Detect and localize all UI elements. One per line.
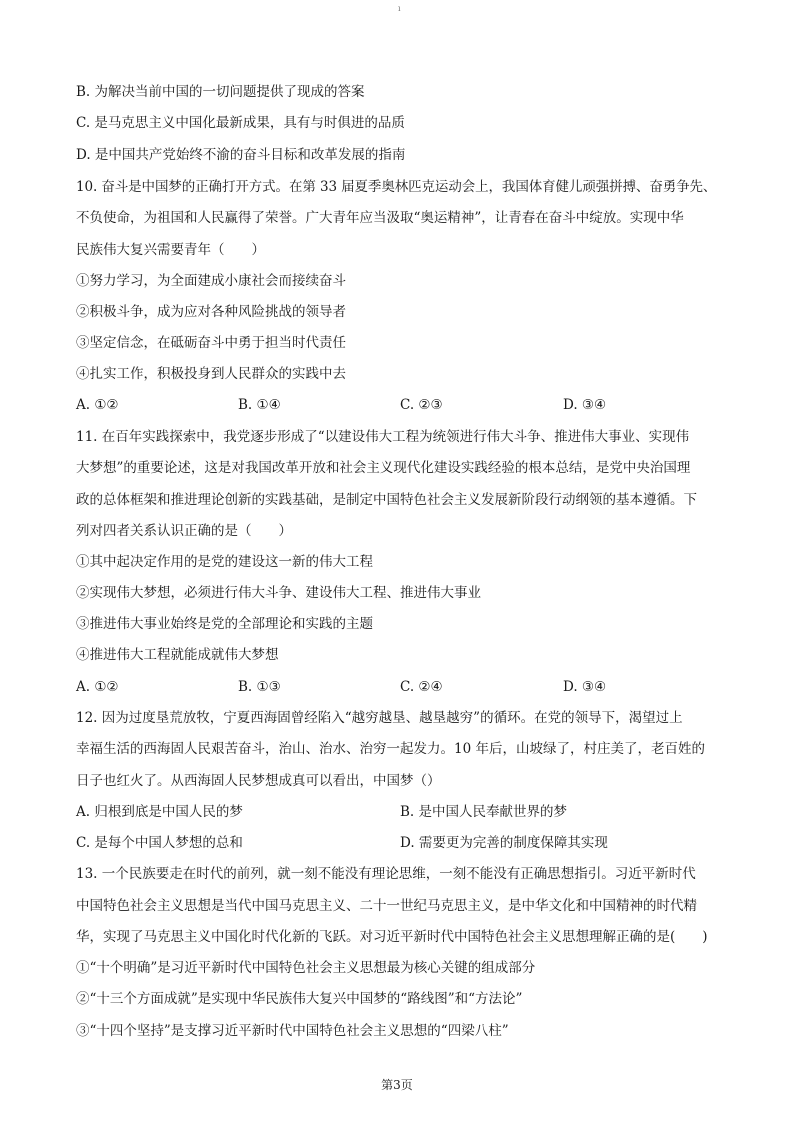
q10-item-1: ①努力学习，为全面建成小康社会而接续奋斗 [76, 273, 346, 289]
q11-item-1: ①其中起决定作用的是党的建设这一新的伟大工程 [76, 554, 373, 570]
q12-stem-line-3: 日子也红火了。从西海固人民梦想成真可以看出，中国梦（） [76, 773, 441, 789]
q10-item-3: ③坚定信念，在砥砺奋斗中勇于担当时代责任 [76, 335, 346, 351]
q12-option-a: A. 归根到底是中国人民的梦 [76, 804, 243, 820]
q11-stem-line-1: 11. 在百年实践探索中，我党逐步形成了“以建设伟大工程为统领进行伟大斗争、推进伟大事业、实现伟 [76, 429, 690, 445]
q10-option-d: D. ③④ [563, 397, 607, 413]
page-number: 第3页 [381, 1078, 413, 1092]
page-top-mark: ı [398, 4, 401, 13]
q12-option-c: C. 是每个中国人梦想的总和 [76, 835, 243, 851]
q13-item-2: ②“十三个方面成就”是实现中华民族伟大复兴中国梦的“路线图”和“方法论” [76, 991, 523, 1007]
q12-stem-line-1: 12. 因为过度垦荒放牧，宁夏西海固曾经陷入“越穷越垦、越垦越穷”的循环。在党的领导下，渴望过上 [76, 710, 683, 726]
q11-item-4: ④推进伟大工程就能成就伟大梦想 [76, 647, 279, 663]
q12-options-row-2 [76, 833, 718, 853]
q13-stem-line-1: 13. 一个民族要走在时代的前列，就一刻不能没有理论思维，一刻不能没有正确思想指引。习近平新时代 [76, 866, 696, 882]
q13-stem-line-2: 中国特色社会主义思想是当代中国马克思主义、二十一世纪马克思主义，是中华文化和中国精神的时代精 [76, 898, 697, 914]
q12-option-b: B. 是中国人民奉献世界的梦 [400, 804, 568, 820]
q9-option-b: B. 为解决当前中国的一切问题提供了现成的答案 [76, 84, 365, 100]
q11-item-2: ②实现伟大梦想，必须进行伟大斗争、建设伟大工程、推进伟大事业 [76, 585, 481, 601]
q10-option-a: A. ①② [76, 397, 119, 413]
q11-option-b: B. ①③ [238, 679, 281, 695]
q9-option-d: D. 是中国共产党始终不渝的奋斗目标和改革发展的指南 [76, 147, 406, 163]
q10-options [76, 395, 718, 415]
q11-option-c: C. ②④ [400, 679, 443, 695]
q10-option-c: C. ②③ [400, 397, 443, 413]
q13-stem-line-3: 华，实现了马克思主义中国化时代化新的飞跃。对习近平新时代中国特色社会主义思想理解正确的是( ) [76, 929, 708, 945]
q10-stem-line-1: 10. 奋斗是中国梦的正确打开方式。在第 33 届夏季奥林匹克运动会上，我国体育健儿顽强拼搏、奋勇争先、 [76, 179, 717, 195]
q10-option-b: B. ①④ [238, 397, 281, 413]
q11-option-a: A. ①② [76, 679, 119, 695]
q11-item-3: ③推进伟大事业始终是党的全部理论和实践的主题 [76, 616, 373, 632]
q10-item-2: ②积极斗争，成为应对各种风险挑战的领导者 [76, 304, 346, 320]
q11-options [76, 677, 718, 697]
q13-item-3: ③“十四个坚持”是支撑习近平新时代中国特色社会主义思想的“四梁八柱” [76, 1023, 509, 1039]
q11-option-d: D. ③④ [563, 679, 607, 695]
q9-option-c: C. 是马克思主义中国化最新成果，具有与时俱进的品质 [76, 115, 405, 131]
q11-stem-line-3: 政的总体框架和推进理论创新的实践基础，是制定中国特色社会主义发展新阶段行动纲领的基本遵循。下 [76, 492, 697, 508]
q12-option-d: D. 需要更为完善的制度保障其实现 [400, 835, 608, 851]
q12-stem-line-2: 幸福生活的西海固人民艰苦奋斗，治山、治水、治穷一起发力。10 年后，山坡绿了，村庄美了，老百姓的 [76, 741, 705, 757]
q13-item-1: ①“十个明确”是习近平新时代中国特色社会主义思想最为核心关键的组成部分 [76, 960, 536, 976]
q11-stem-line-4: 列对四者关系认识正确的是（ ） [76, 523, 292, 539]
q10-stem-line-3: 民族伟大复兴需要青年（ ） [76, 242, 265, 258]
q12-options-row-1 [76, 802, 718, 822]
q10-stem-line-2: 不负使命，为祖国和人民赢得了荣誉。广大青年应当汲取“奥运精神”，让青春在奋斗中绽放。实现中华 [76, 210, 684, 226]
q11-stem-line-2: 大梦想”的重要论述，这是对我国改革开放和社会主义现代化建设实践经验的根本总结，是党中央治国理 [76, 460, 691, 476]
q10-item-4: ④扎实工作，积极投身到人民群众的实践中去 [76, 366, 346, 382]
